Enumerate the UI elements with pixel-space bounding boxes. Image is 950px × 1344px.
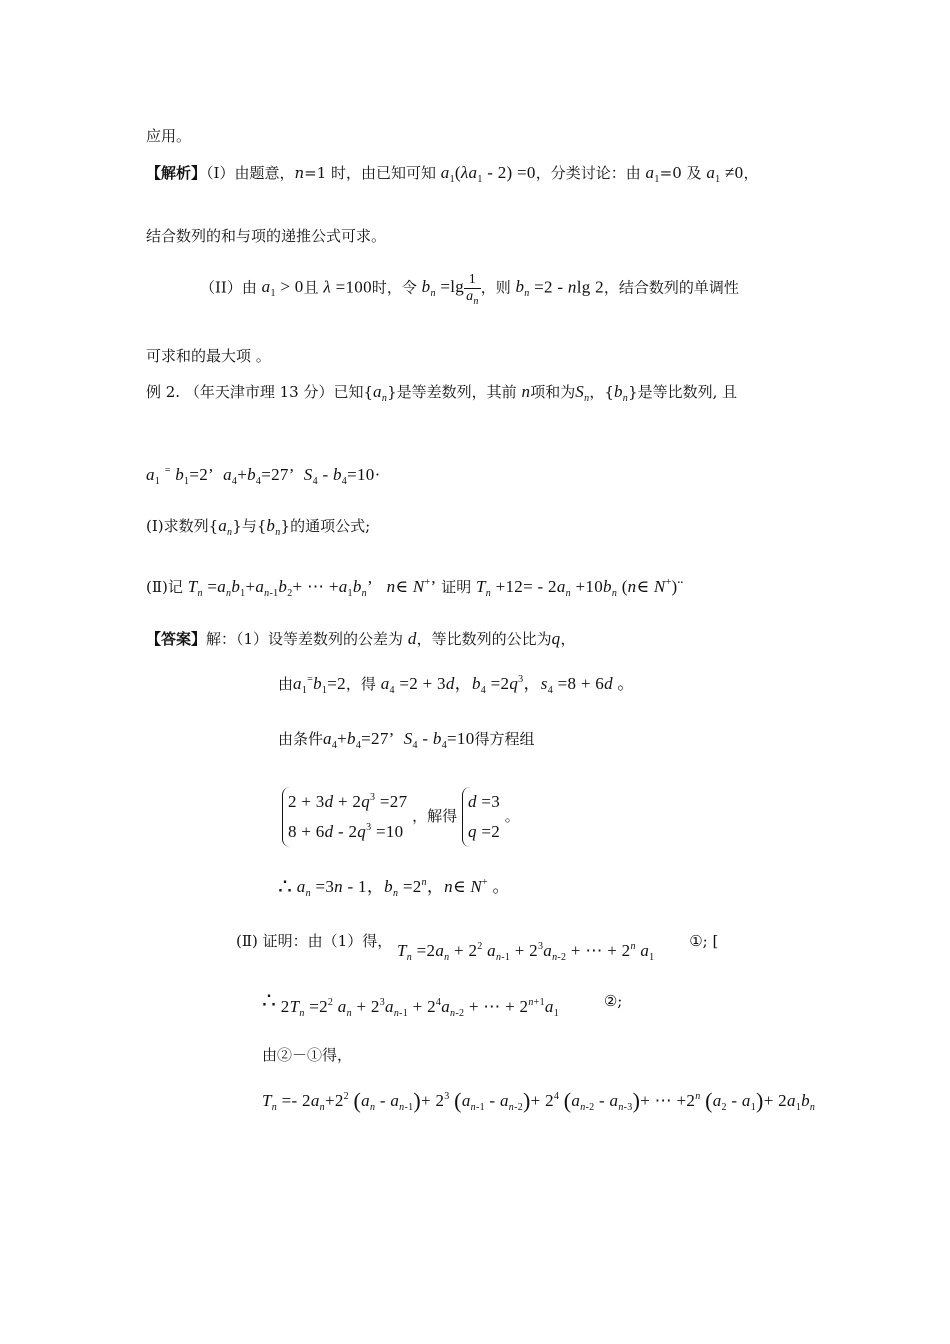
text: ，得 [345, 675, 376, 693]
formula: $T_n =a_nb_1+a_{n-1}b_2+$ ⋯ $+a_1b_n$’ n∈ N+’ [187, 577, 437, 599]
therefore-symbol: ∴ [262, 989, 276, 1014]
text: 且 [303, 278, 319, 297]
text: 例 2. （年天津市理 13 分）已知{ [146, 383, 374, 401]
text: ，等比数列的公比为 [416, 630, 552, 648]
text: =0 及 [659, 164, 702, 182]
formula: q [551, 629, 561, 648]
text: 由条件 [278, 730, 324, 748]
answer-tag: 【答案】 [146, 630, 207, 648]
formula: $a_1^=b_1=2$ [293, 674, 346, 696]
text: 解：（1）设等差数列的公差为 [206, 630, 404, 648]
text: }与{ [232, 517, 267, 535]
formula: $a_1 \ne 0$ [706, 163, 744, 185]
example-2-line [146, 381, 737, 403]
formula: λ =100 [323, 277, 372, 297]
text: ②; [603, 992, 623, 1010]
text: }是等差数列，其前 [387, 383, 517, 401]
text-line-5: 可求和的最大项 。 [146, 347, 271, 365]
text: ，分类讨论：由 [535, 164, 641, 182]
text: }的通项公式; [280, 517, 371, 535]
formula: $a_n$ [373, 382, 388, 404]
formula: n [521, 382, 531, 401]
formula: d [407, 629, 417, 648]
text: （I）由题意， [206, 164, 295, 182]
solution-line-2 [278, 728, 535, 750]
given-conditions: $a_1$ = $b_1=2$’ $a_4+b_4=27$’ $S_4 - b_4=10\cdot$ [146, 465, 381, 487]
text: =1 时，由已知可知 [304, 164, 437, 182]
analysis-part2-line [200, 272, 739, 305]
formula: $a_n$ [218, 516, 233, 538]
proof-line-1 [236, 930, 719, 963]
text-line-3: 结合数列的和与项的递推公式可求。 [146, 227, 387, 245]
equation-system-line [282, 787, 520, 847]
text: }是等比数列, 且 [628, 383, 738, 401]
text: ， [560, 630, 576, 648]
therefore-symbol: ∴ [278, 875, 292, 900]
text: (Ⅱ) 证明：由（1）得， [236, 932, 393, 950]
formula: $T_n +12= - 2a_n +10b_n$ (n∈ N+)¨ [475, 577, 684, 599]
text: (Ⅱ)记 [146, 578, 183, 596]
formula: $a_1 > 0$ [261, 277, 304, 300]
formula: $a_4+b_4=27$’ $S_4 - b_4=10$ [323, 729, 475, 751]
text: ，结合数列的单调性 [603, 278, 739, 297]
proof-line-2 [262, 989, 623, 1019]
text: n [294, 164, 305, 182]
solution-line-1 [278, 673, 635, 695]
text: ①; [ [689, 932, 719, 950]
answer-line [146, 628, 576, 650]
formula: $a_1$ [645, 163, 660, 185]
proof-final-formula: $T_n =- 2a_n+2^2$ $(a_n - a_{n-1})+ 2^3$ $(a_{n-1} - a_{n-2})+ 2^4$ $(a_{n-2} - a_{n-3})+$ ⋯ $+2^n$ $(a_2 - a_1)+ 2a_1b_n$ [262, 1088, 816, 1113]
question-1-line [146, 515, 370, 537]
text: 由 [278, 675, 294, 693]
text: ，解得 [412, 807, 458, 825]
question-2-line [146, 576, 683, 598]
text: 。 [504, 807, 520, 825]
text-line-1: 应用。 [146, 127, 192, 145]
equation-system: $2 + 3d + 2q^3 =27$ $8 + 6d - 2q^3 =10$ [282, 787, 407, 847]
proof-line-3: 由②－①得， [262, 1046, 353, 1064]
analysis-tag: 【解析】 [146, 164, 207, 182]
text: 证明 [441, 578, 472, 596]
text: 项和为 [530, 383, 576, 401]
analysis-line: 【解析】（I）由题意，n=1 时，由已知可知 $a_1(\lambda a_1 - 2) =0$，分类讨论：由 $a_1=0$ 及 $a_1 \ne 0$， [146, 163, 759, 185]
text: 时，令 [371, 278, 417, 297]
formula: $a_1(\lambda a_1 - 2) =0$ [440, 163, 536, 185]
formula: $a_n =3n - 1$，$b_n =2^n$，n∈ N+ 。 [296, 877, 510, 899]
formula: $S_n$ [575, 382, 590, 404]
formula: $b_n$ [266, 516, 281, 538]
formula: $b_n =\lg$ $\frac{1}{a_n}$ [421, 272, 479, 307]
solution-result-line [278, 876, 510, 899]
text: (Ⅰ)求数列{ [146, 517, 219, 535]
text: （II）由 [200, 278, 257, 297]
formula: $T_n =2a_n + 2^2$ $a_{n-1} + 2^3a_{n-2}$ + ⋯ + $2^n$ $a_1$ [397, 941, 655, 963]
formula: $b_n =2 - nlg$ 2 [515, 277, 604, 300]
formula: $b_n$ [613, 382, 629, 404]
text: ，则 [480, 278, 511, 297]
text: ，{ [589, 383, 614, 401]
equation-solution: d =3 q =2 [462, 787, 500, 847]
formula: $a_4 =2 + 3d$，$b_4 =2q^3$，$s_4 =8 + 6d$ 。 [380, 674, 635, 696]
text: 得方程组 [474, 730, 535, 748]
formula: $2T_n =2^2$ $a_n + 2^3a_{n-1} + 2^4a_{n-2}$ + ⋯ + $2^{n+1}a_1$ [280, 997, 560, 1019]
